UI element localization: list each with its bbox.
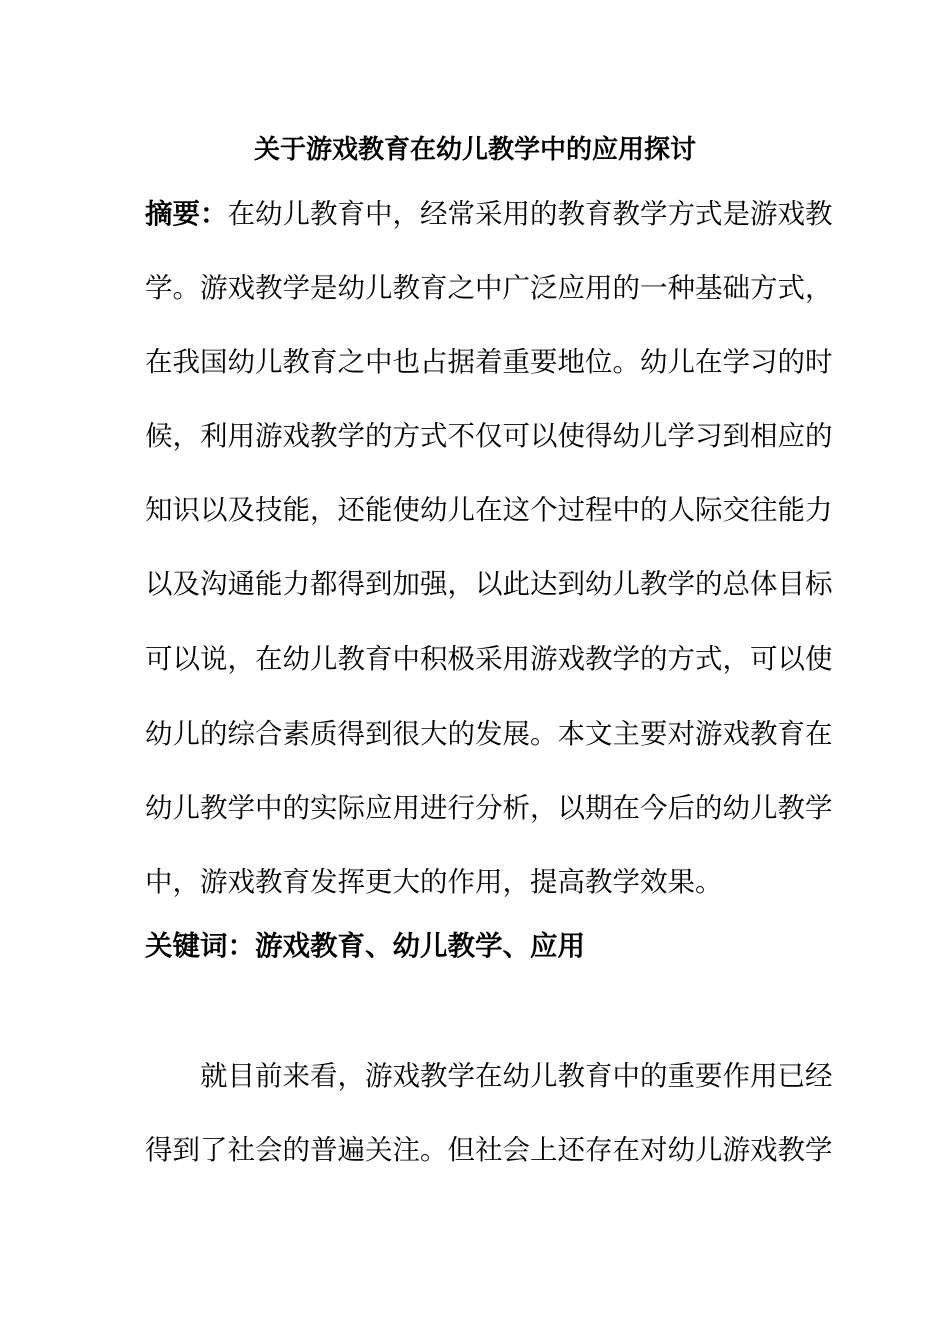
abstract-line [145, 196, 833, 232]
abstract-line: 中，游戏教育发挥更大的作用，提高教学效果。 [145, 866, 723, 898]
abstract-label: 摘要： [145, 198, 228, 230]
abstract-line: 在我国幼儿教育之中也占据着重要地位。幼儿在学习的时 [145, 346, 833, 378]
abstract-line: 幼儿教学中的实际应用进行分析，以期在今后的幼儿教学 [145, 792, 833, 824]
body-paragraph-line: 得到了社会的普遍关注。但社会上还存在对幼儿游戏教学 [145, 1134, 833, 1166]
keywords-text: 游戏教育、幼儿教学、应用 [255, 930, 585, 962]
abstract-line: 幼儿的综合素质得到很大的发展。本文主要对游戏教育在 [145, 718, 833, 750]
abstract-text: 在幼儿教育中，经常采用的教育教学方式是游戏教 [227, 198, 833, 230]
document-title: 关于游戏教育在幼儿教学中的应用探讨 [253, 135, 696, 165]
abstract-line: 知识以及技能，还能使幼儿在这个过程中的人际交往能力 [145, 494, 833, 526]
abstract-line: 学。游戏教学是幼儿教育之中广泛应用的一种基础方式， [145, 272, 833, 304]
abstract-line: 候，利用游戏教学的方式不仅可以使得幼儿学习到相应的 [145, 420, 833, 452]
abstract-line: 可以说，在幼儿教育中积极采用游戏教学的方式，可以使 [145, 643, 833, 675]
body-paragraph-line: 就目前来看，游戏教学在幼儿教育中的重要作用已经 [200, 1060, 833, 1092]
abstract-line: 以及沟通能力都得到加强，以此达到幼儿教学的总体目标 [145, 568, 833, 600]
keywords-line [145, 928, 815, 964]
keywords-label: 关键词： [145, 930, 255, 962]
